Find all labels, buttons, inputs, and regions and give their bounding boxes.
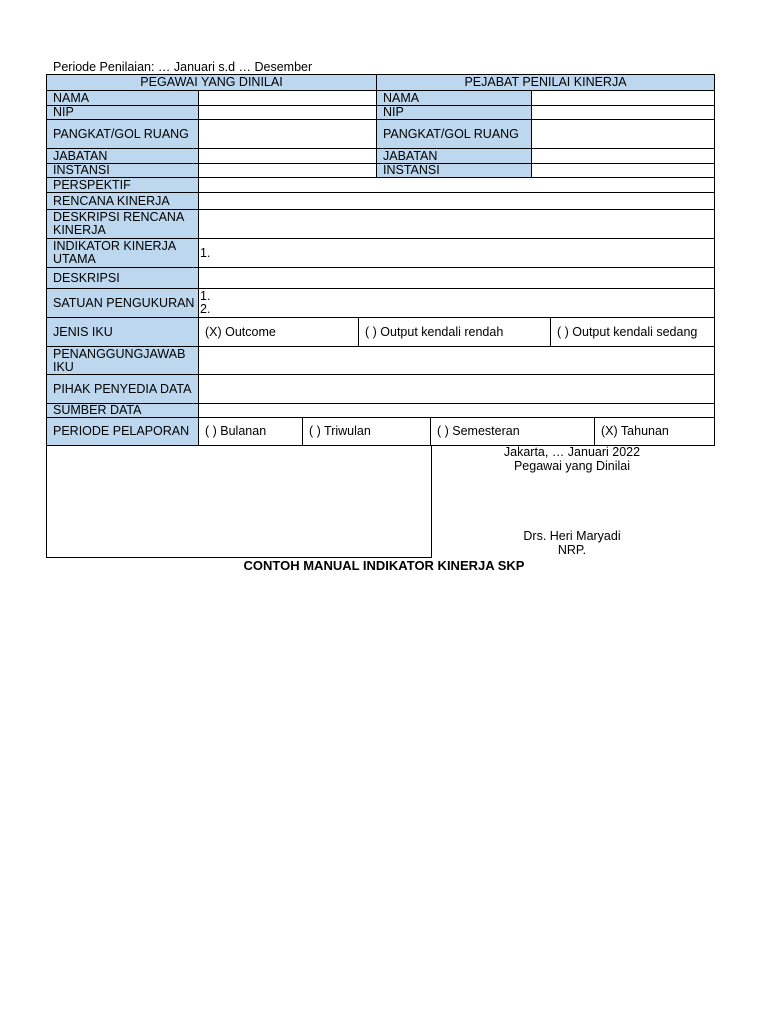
label-perspektif: PERSPEKTIF <box>47 178 199 193</box>
value-indikator-kinerja-utama[interactable]: 1. <box>199 239 714 268</box>
satuan-item-2: 2. <box>200 302 211 316</box>
right-value-jabatan[interactable] <box>532 149 714 164</box>
right-value-nip[interactable] <box>532 106 714 120</box>
left-label-pangkat: PANGKAT/GOL RUANG <box>47 120 199 149</box>
signature-name: Drs. Heri Maryadi <box>523 529 621 543</box>
form-table <box>46 74 715 446</box>
option-output-kendali-rendah[interactable]: ( ) Output kendali rendah <box>359 318 551 347</box>
right-label-jabatan: JABATAN <box>377 149 532 164</box>
satuan-item-1: 1. <box>200 289 211 303</box>
left-value-nama[interactable] <box>199 91 377 106</box>
label-rencana-kinerja: RENCANA KINERJA <box>47 193 199 210</box>
label-deskripsi-rencana: DESKRIPSI RENCANA KINERJA <box>47 210 199 239</box>
label-satuan-pengukuran: SATUAN PENGUKURAN <box>47 289 199 318</box>
option-bulanan[interactable]: ( ) Bulanan <box>199 418 303 445</box>
value-pihak-penyedia-data[interactable] <box>199 375 714 404</box>
left-label-nama: NAMA <box>47 91 199 106</box>
period-text: Periode Penilaian: … Januari s.d … Desember <box>53 60 313 74</box>
right-label-nip: NIP <box>377 106 532 120</box>
document-title: CONTOH MANUAL INDIKATOR KINERJA SKP <box>243 558 525 573</box>
right-label-nama: NAMA <box>377 91 532 106</box>
label-deskripsi: DESKRIPSI <box>47 268 199 289</box>
option-output-kendali-sedang[interactable]: ( ) Output kendali sedang <box>551 318 714 347</box>
label-pihak-penyedia-data: PIHAK PENYEDIA DATA <box>47 375 199 404</box>
left-label-jabatan: JABATAN <box>47 149 199 164</box>
option-triwulan[interactable]: ( ) Triwulan <box>303 418 431 445</box>
signature-role: Pegawai yang Dinilai <box>513 459 631 473</box>
left-value-nip[interactable] <box>199 106 377 120</box>
left-value-instansi[interactable] <box>199 164 377 178</box>
right-value-instansi[interactable] <box>532 164 714 178</box>
value-rencana-kinerja[interactable] <box>199 193 714 210</box>
value-satuan-pengukuran[interactable] <box>199 289 714 318</box>
label-penanggungjawab-iku: PENANGGUNGJAWAB IKU <box>47 347 199 375</box>
left-label-nip: NIP <box>47 106 199 120</box>
label-periode-pelaporan: PERIODE PELAPORAN <box>47 418 199 445</box>
right-value-pangkat[interactable] <box>532 120 714 149</box>
value-penanggungjawab-iku[interactable] <box>199 347 714 375</box>
label-sumber-data: SUMBER DATA <box>47 404 199 418</box>
left-label-instansi: INSTANSI <box>47 164 199 178</box>
value-sumber-data[interactable] <box>199 404 714 418</box>
value-deskripsi-rencana[interactable] <box>199 210 714 239</box>
right-value-nama[interactable] <box>532 91 714 106</box>
option-outcome[interactable]: (X) Outcome <box>199 318 359 347</box>
header-pegawai: PEGAWAI YANG DINILAI <box>47 75 377 91</box>
option-tahunan[interactable]: (X) Tahunan <box>601 424 669 438</box>
value-perspektif[interactable] <box>199 178 714 193</box>
label-indikator-kinerja-utama: INDIKATOR KINERJA UTAMA <box>47 239 199 268</box>
left-value-jabatan[interactable] <box>199 149 377 164</box>
option-semesteran[interactable]: ( ) Semesteran <box>431 418 595 445</box>
header-pejabat: PEJABAT PENILAI KINERJA <box>377 75 714 91</box>
right-label-pangkat: PANGKAT/GOL RUANG <box>377 120 532 149</box>
right-label-instansi: INSTANSI <box>377 164 532 178</box>
value-deskripsi[interactable] <box>199 268 714 289</box>
notes-box <box>46 445 432 558</box>
label-jenis-iku: JENIS IKU <box>47 318 199 347</box>
signature-nrp: NRP. <box>557 543 587 557</box>
signature-place-date: Jakarta, … Januari 2022 <box>503 445 641 459</box>
left-value-pangkat[interactable] <box>199 120 377 149</box>
